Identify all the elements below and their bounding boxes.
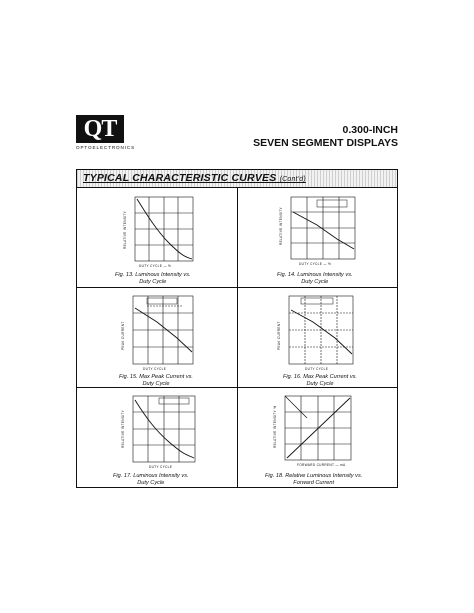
company-logo <box>76 115 136 153</box>
section-heading: TYPICAL CHARACTERISTIC CURVES (Cont'd) <box>83 172 306 184</box>
fig16-y-axis-label: PEAK CURRENT <box>277 321 281 350</box>
logo-subtitle: OPTOELECTRONICS <box>76 145 136 150</box>
fig16-x-axis-label: DUTY CYCLE <box>305 367 329 371</box>
figure-15 <box>77 288 237 388</box>
figure-16-plot <box>237 288 397 388</box>
figure-18 <box>237 388 397 488</box>
fig18-caption: Fig. 18. Relative Luminous Intensity vs. Forward Current <box>265 473 363 486</box>
fig16-curve <box>291 310 352 354</box>
section-heading-sub: (Cont'd) <box>279 176 306 183</box>
title-line-2: SEVEN SEGMENT DISPLAYS <box>253 137 398 149</box>
fig15-y-axis-label: PEAK CURRENT <box>121 321 125 350</box>
logo-mark: QT <box>76 115 124 143</box>
fig14-y-axis-label: RELATIVE INTENSITY <box>279 206 283 245</box>
figure-14 <box>237 187 397 287</box>
figure-row-1 <box>77 187 397 287</box>
fig17-x-axis-label: DUTY CYCLE <box>149 465 173 469</box>
fig17-caption: Fig. 17. Luminous Intensity vs. Duty Cycle <box>113 473 189 486</box>
fig13-x-axis-label: DUTY CYCLE — % <box>139 264 172 268</box>
figure-13 <box>77 187 237 287</box>
fig14-curve <box>293 212 354 249</box>
fig14-caption: Fig. 14. Luminous Intensity vs. Duty Cycle <box>277 272 353 285</box>
fig18-y-axis-label: RELATIVE INTENSITY % <box>273 405 277 448</box>
document-title <box>253 124 398 150</box>
fig15-caption: Fig. 15. Max Peak Current vs. Duty Cycle <box>119 374 193 387</box>
figure-row-3 <box>77 387 397 488</box>
fig17-y-axis-label: RELATIVE INTENSITY <box>121 409 125 448</box>
figure-15-plot <box>77 288 237 388</box>
figure-row-2 <box>77 287 397 388</box>
fig13-caption: Fig. 13. Luminous Intensity vs. Duty Cycle <box>115 272 191 285</box>
section-header <box>77 170 397 188</box>
figure-17 <box>77 388 237 488</box>
characteristic-curves-section <box>76 169 398 488</box>
figure-16 <box>237 288 397 388</box>
fig15-x-axis-label: DUTY CYCLE <box>143 367 167 371</box>
fig18-x-axis-label: FORWARD CURRENT — mA <box>297 463 346 467</box>
title-line-1: 0.300-INCH <box>342 124 398 136</box>
fig13-y-axis-label: RELATIVE INTENSITY <box>123 210 127 249</box>
fig16-caption: Fig. 16. Max Peak Current vs. Duty Cycle <box>283 374 357 387</box>
fig14-x-axis-label: DUTY CYCLE — % <box>299 262 332 266</box>
